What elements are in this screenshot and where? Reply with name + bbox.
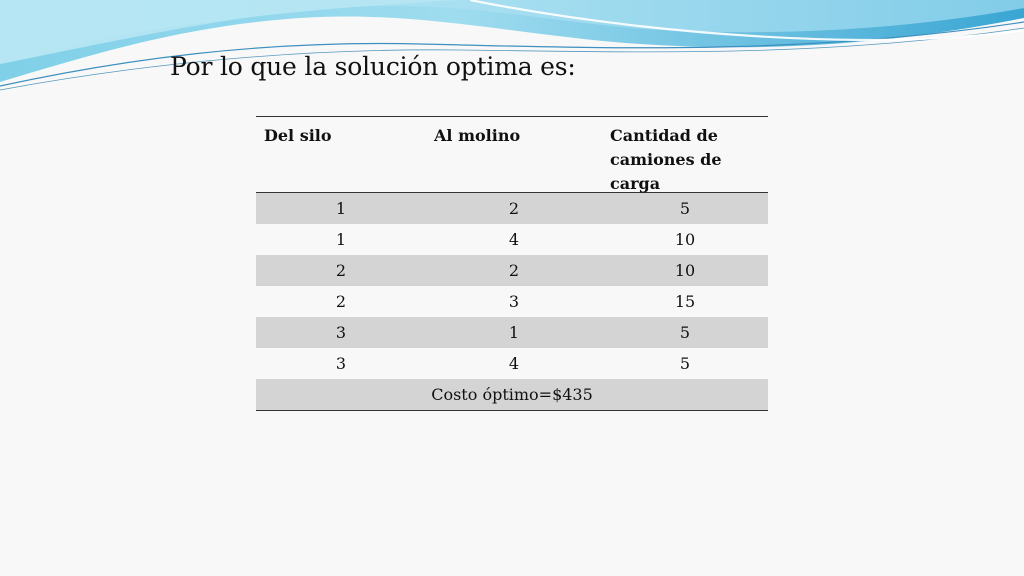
header-cantidad-camiones: Cantidad de camiones de carga xyxy=(610,126,722,193)
cell-silo: 2 xyxy=(335,292,347,311)
cell-molino: 4 xyxy=(508,354,520,373)
table-row xyxy=(256,317,768,348)
cell-silo: 3 xyxy=(335,323,347,342)
cell-silo: 1 xyxy=(335,230,347,249)
table-footer-row xyxy=(256,379,768,410)
optimal-cost: Costo óptimo=$435 xyxy=(431,385,593,404)
table-row xyxy=(256,255,768,286)
cell-cantidad: 15 xyxy=(674,292,696,311)
table-row xyxy=(256,193,768,224)
cell-molino: 2 xyxy=(508,199,520,218)
table-row xyxy=(256,286,768,317)
table-row xyxy=(256,224,768,255)
cell-cantidad: 5 xyxy=(679,199,691,218)
cell-cantidad: 10 xyxy=(674,230,696,249)
cell-molino: 2 xyxy=(508,261,520,280)
cell-silo: 3 xyxy=(335,354,347,373)
solution-table xyxy=(256,116,768,411)
cell-molino: 1 xyxy=(508,323,520,342)
header-wave-decoration xyxy=(0,0,1024,100)
cell-silo: 2 xyxy=(335,261,347,280)
cell-molino: 4 xyxy=(508,230,520,249)
table-row xyxy=(256,348,768,379)
cell-cantidad: 5 xyxy=(679,354,691,373)
cell-cantidad: 5 xyxy=(679,323,691,342)
cell-silo: 1 xyxy=(335,199,347,218)
table-header xyxy=(256,117,768,193)
slide-title: Por lo que la solución optima es: xyxy=(170,52,576,81)
header-del-silo: Del silo xyxy=(264,126,332,145)
cell-cantidad: 10 xyxy=(674,261,696,280)
header-al-molino: Al molino xyxy=(434,126,521,145)
cell-molino: 3 xyxy=(508,292,520,311)
